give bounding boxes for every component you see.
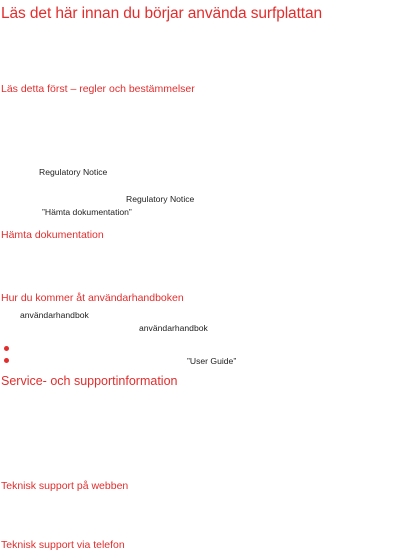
- bullet-1: [4, 346, 9, 351]
- section-heading-read-first: Läs detta först – regler och bestämmelser: [1, 83, 195, 95]
- user-guide-text-2: användarhandbok: [139, 323, 208, 333]
- user-guide-text-1: användarhandbok: [20, 310, 89, 320]
- section-heading-phone-support: Teknisk support via telefon: [1, 539, 125, 551]
- regulatory-notice-text-2: Regulatory Notice: [126, 194, 195, 204]
- regulatory-notice-text-1: Regulatory Notice: [39, 167, 108, 177]
- section-heading-get-docs: Hämta dokumentation: [1, 229, 104, 241]
- section-heading-service: Service- och supportinformation: [1, 374, 178, 388]
- section-heading-user-guide: Hur du kommer åt användarhandboken: [1, 292, 184, 304]
- bullet-2: [4, 358, 9, 363]
- user-guide-quote: ”User Guide”: [187, 356, 237, 366]
- page-title: Läs det här innan du börjar använda surfplattan: [1, 5, 323, 22]
- download-docs-quote: ”Hämta dokumentation”: [42, 207, 132, 217]
- section-heading-web-support: Teknisk support på webben: [1, 480, 129, 492]
